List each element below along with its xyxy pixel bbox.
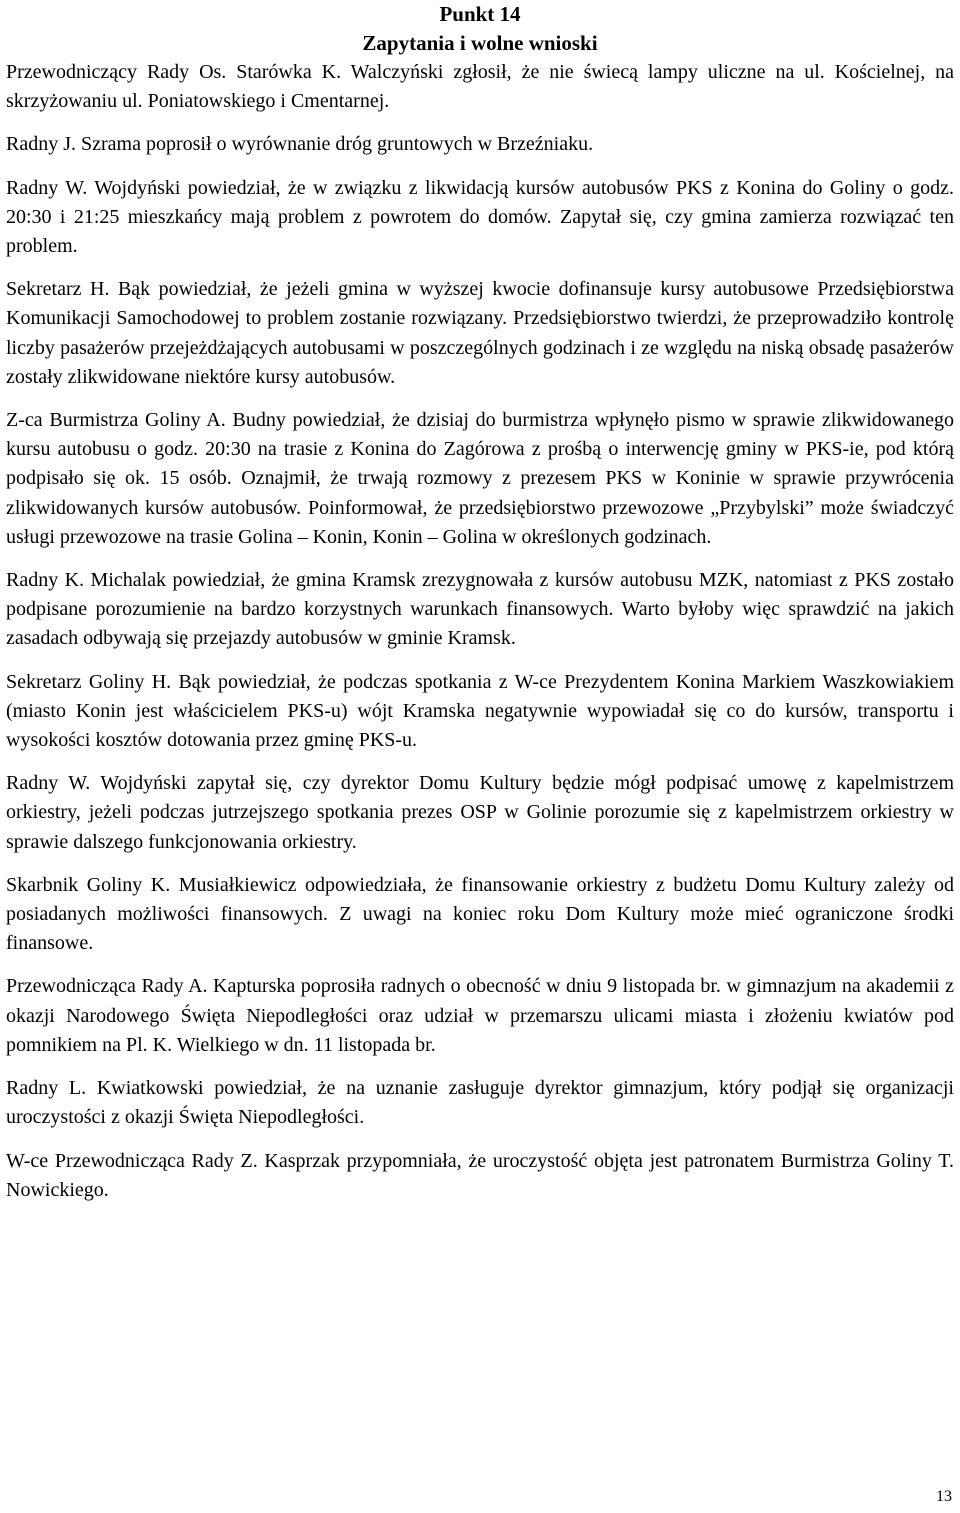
paragraph-szrama: Radny J. Szrama poprosił o wyrównanie dróg gruntowych w Brzeźniaku. bbox=[6, 133, 594, 156]
paragraph-bak-kramsk: Sekretarz Goliny H. Bąk powiedział, że podczas spotkania z W-ce Prezydentem Konina Markiem Waszkowiakiem (miasto Konin jest właścicielem PKS-u) wójt Kramska negatywnie wypowiadał się co do kursów, transportu i wysokości kosztów dotowania przez gminę PKS-u. bbox=[6, 670, 954, 752]
paragraph-walczynski: Przewodniczący Rady Os. Starówka K. Walczyński zgłosił, że nie świecą lampy uliczne na ul. Kościelnej, na skrzyżowaniu ul. Poniatowskiego i Cmentarnej. bbox=[6, 61, 954, 113]
paragraph-wojdynski-buses: Radny W. Wojdyński powiedział, że w związku z likwidacją kursów autobusów PKS z Konina do Goliny o godz. 20:30 i 21:25 mieszkańcy mają problem z powrotem do domów. Zapytał się, czy gmina zamierza rozwiązać ten problem. bbox=[6, 176, 954, 258]
paragraph-kapturska: Przewodnicząca Rady A. Kapturska poprosiła radnych o obecność w dniu 9 listopada br. w gimnazjum na akademii z okazji Narodowego Święta Niepodległości oraz udział w przemarszu ulicami miasta i złożeniu kwiatów pod pomnikiem na Pl. K. Wielkiego w dn. 11 listopada br. bbox=[6, 975, 954, 1056]
paragraph-kwiatkowski: Radny L. Kwiatkowski powiedział, że na uznanie zasługuje dyrektor gimnazjum, który podjął się organizacji uroczystości z okazji Święta Niepodległości. bbox=[6, 1077, 954, 1129]
document-page bbox=[6, 0, 954, 1219]
paragraph-budny: Z-ca Burmistrza Goliny A. Budny powiedział, że dzisiaj do burmistrza wpłynęło pismo w sprawie zlikwidowanego kursu autobusu o godz. 20:30 na trasie z Konina do Zagórowa z prośbą o interwencję gminy w PKS-ie, pod którą podpisało się ok. 15 osób. Oznajmił, że trwają rozmowy z prezesem PKS w Koninie w sprawie przywrócenia zlikwidowanych kursów autobusów. Poinformował, że przedsiębiorstwo przewozowe „Przybylski” może świadczyć usługi przewozowe na trasie Golina – Konin, Konin – Golina w określonych godzinach. bbox=[6, 409, 954, 548]
paragraph-michalak: Radny K. Michalak powiedział, że gmina Kramsk zrezygnowała z kursów autobusu MZK, natomiast z PKS zostało podpisane porozumienie na bardzo korzystnych warunkach finansowych. Warto byłoby więc sprawdzić na jakich zasadach odbywają się przejazdy autobusów w gminie Kramsk. bbox=[6, 569, 954, 650]
paragraph-bak-pks: Sekretarz H. Bąk powiedział, że jeżeli gmina w wyższej kwocie dofinansuje kursy autobusowe Przedsiębiorstwa Komunikacji Samochodowej to problem zostanie rozwiązany. Przedsiębiorstwo twierdzi, że przeprowadziło kontrolę liczby pasażerów przejeżdżających autobusami w poszczególnych godzinach i ze względu na niską obsadę pasażerów zostały zlikwidowane niektóre kursy autobusów. bbox=[6, 278, 954, 388]
paragraph-musialkiewicz: Skarbnik Goliny K. Musiałkiewicz odpowiedziała, że finansowanie orkiestry z budżetu Domu Kultury zależy od posiadanych możliwości finansowych. Z uwagi na koniec roku Dom Kultury może mieć ograniczone środki finansowe. bbox=[6, 873, 954, 955]
section-number: Punkt 14 bbox=[439, 2, 521, 26]
paragraph-wojdynski-orchestra: Radny W. Wojdyński zapytał się, czy dyrektor Domu Kultury będzie mógł podpisać umowę z kapelmistrzem orkiestry, jeżeli podczas jutrzejszego spotkania prezes OSP w Golinie porozumie się z kapelmistrzem orkiestry w sprawie dalszego funkcjonowania orkiestry. bbox=[6, 772, 954, 853]
section-title: Zapytania i wolne wnioski bbox=[362, 31, 598, 55]
page-number: 13 bbox=[936, 1488, 952, 1505]
paragraph-kasprzak: W-ce Przewodnicząca Rady Z. Kasprzak przypomniała, że uroczystość objęta jest patronatem Burmistrza Goliny T. Nowickiego. bbox=[6, 1149, 954, 1201]
